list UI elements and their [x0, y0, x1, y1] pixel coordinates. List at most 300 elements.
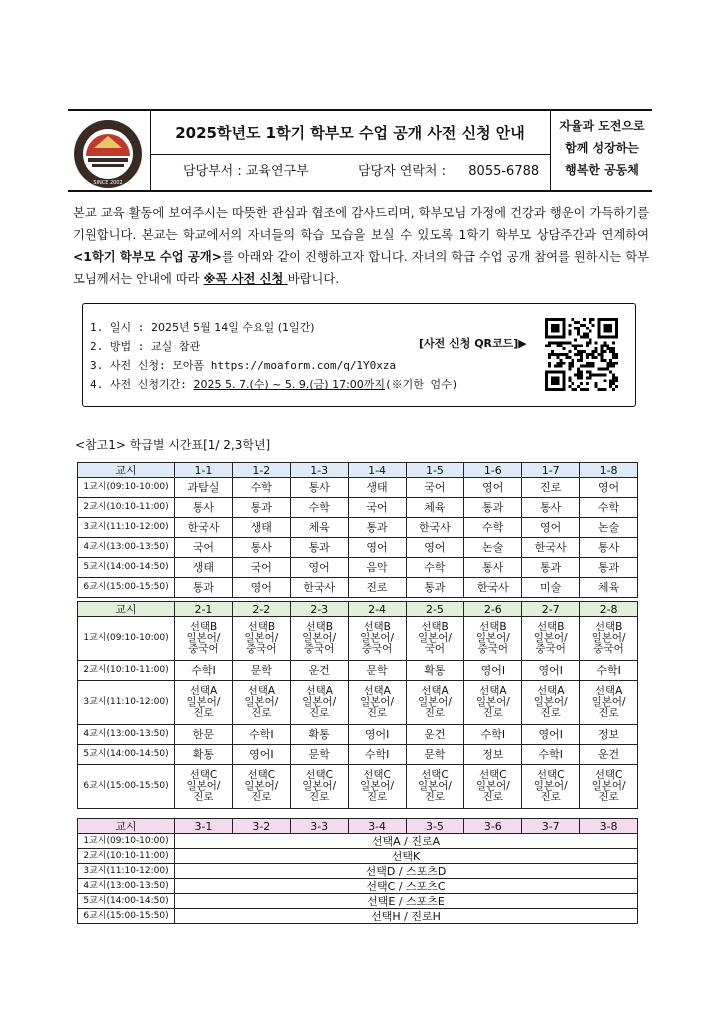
qr-module — [560, 344, 563, 347]
subject-cell: 수학 — [406, 558, 464, 578]
qr-module — [603, 350, 606, 353]
qr-module — [548, 356, 551, 359]
qr-module — [603, 379, 606, 382]
qr-module — [600, 359, 603, 362]
table-header-cell: 2-6 — [464, 602, 522, 617]
subject-cell: 통과 — [464, 498, 522, 518]
subject-cell: 통과 — [290, 538, 348, 558]
qr-module — [551, 324, 560, 333]
qr-module — [592, 362, 595, 365]
qr-module — [589, 338, 592, 341]
qr-module — [612, 347, 615, 350]
qr-module — [589, 376, 592, 379]
subject-cell: 통사 — [580, 538, 638, 558]
qr-module — [612, 353, 615, 356]
qr-module — [560, 353, 563, 356]
table-header-cell: 1-2 — [232, 463, 290, 478]
subject-cell: 통과 — [406, 578, 464, 598]
qr-module — [577, 359, 580, 362]
page-title: 2025학년도 1학기 학부모 수업 공개 사전 신청 안내 — [175, 124, 525, 142]
qr-module — [586, 388, 589, 391]
subject-cell: 운건 — [406, 725, 464, 745]
period-cell: 4교시(13:00-13:50) — [78, 538, 175, 558]
subject-cell: 생태 — [175, 558, 233, 578]
table-header-cell: 교시 — [78, 602, 175, 617]
subject-cell: 국어 — [348, 498, 406, 518]
subject-cell: 수학 — [232, 478, 290, 498]
info-date — [90, 319, 315, 335]
qr-module — [603, 324, 612, 333]
subject-cell: 선택A 일본어/ 진로 — [175, 681, 233, 725]
qr-module — [586, 382, 589, 385]
qr-module — [609, 382, 612, 385]
qr-module — [609, 371, 612, 374]
logo-text: SINCE 2002 — [93, 180, 123, 186]
qr-module — [548, 341, 551, 344]
table-header-cell: 1-1 — [175, 463, 233, 478]
intro-underline: ※꼭 사전 신청 — [203, 272, 288, 286]
qr-module — [583, 350, 586, 353]
qr-module — [568, 368, 571, 371]
subject-cell: 영어 — [522, 518, 580, 538]
subject-cell: 통사 — [232, 538, 290, 558]
subject-cell: 선택A 일본어/ 진로 — [348, 681, 406, 725]
subject-cell: 선택A / 진로A — [175, 834, 638, 849]
qr-module — [595, 385, 598, 388]
subject-cell: 선택B 일본어/ 중국어 — [290, 617, 348, 661]
subject-cell: 수학Ⅰ — [580, 661, 638, 681]
qr-module — [612, 341, 615, 344]
subject-cell: 국어 — [406, 478, 464, 498]
subject-cell: 음악 — [348, 558, 406, 578]
qr-module — [560, 362, 563, 365]
subject-cell: 영어Ⅰ — [522, 725, 580, 745]
qr-module — [568, 362, 571, 365]
subject-cell: 한국사 — [522, 538, 580, 558]
qr-module — [586, 376, 589, 379]
table-header-cell: 3-2 — [232, 819, 290, 834]
table-header-cell: 2-2 — [232, 602, 290, 617]
qr-code[interactable] — [545, 318, 618, 391]
qr-module — [598, 368, 601, 371]
qr-module — [551, 353, 554, 356]
qr-module — [548, 362, 551, 365]
qr-module — [580, 353, 583, 356]
qr-module — [574, 344, 577, 347]
qr-module — [600, 347, 603, 350]
qr-module — [577, 350, 580, 353]
qr-module — [568, 356, 571, 359]
info-period-value: 2025 5. 7.(수) ~ 5. 9.(금) 17:00까지 — [193, 378, 386, 391]
subject-cell: 확통 — [175, 745, 233, 765]
table-header-cell: 1-3 — [290, 463, 348, 478]
qr-module — [603, 359, 606, 362]
subject-cell: 영어 — [348, 538, 406, 558]
qr-module — [609, 379, 612, 382]
info-date-value: 2025년 5월 14일 수요일 (1일간) — [151, 321, 315, 334]
qr-module — [615, 356, 618, 359]
qr-module — [600, 373, 603, 376]
qr-module — [606, 347, 609, 350]
contact-label: 담당자 연락처 : — [358, 164, 446, 179]
qr-module — [580, 336, 583, 339]
qr-module — [565, 353, 568, 356]
subject-cell: 선택A 일본어/ 진로 — [580, 681, 638, 725]
qr-module — [612, 365, 615, 368]
qr-module — [592, 356, 595, 359]
qr-module — [595, 356, 598, 359]
qr-module — [548, 365, 551, 368]
period-cell: 6교시(15:00-15:50) — [78, 909, 175, 924]
qr-module — [568, 341, 571, 344]
qr-module — [589, 318, 592, 321]
subject-cell: 수학Ⅰ — [232, 725, 290, 745]
subject-cell: 통과 — [580, 558, 638, 578]
qr-module — [574, 338, 577, 341]
qr-module — [577, 333, 580, 336]
qr-module — [586, 344, 589, 347]
qr-module — [560, 365, 563, 368]
subject-cell: 한국사 — [464, 578, 522, 598]
period-cell: 3교시(11:10-12:00) — [78, 681, 175, 725]
intro-text: 를 아래와 같이 진행하고자 합니다. 자녀의 학급 수업 공개 참여를 원하시는 학부모님께서는 안내에 따라 — [73, 250, 650, 286]
subject-cell: 통사 — [464, 558, 522, 578]
qr-module — [615, 376, 618, 379]
period-cell: 2교시(10:10-11:00) — [78, 498, 175, 518]
timetable-grade2 — [77, 601, 638, 809]
qr-module — [577, 327, 580, 330]
subject-cell: 선택B 일본어/ 국어 — [406, 617, 464, 661]
intro-text: 바랍니다. — [287, 272, 340, 286]
table-header-cell: 3-5 — [406, 819, 464, 834]
qr-module — [565, 356, 568, 359]
intro-text: 본교 교육 활동에 보여주시는 따뜻한 관심과 협조에 감사드리며, 학부모님 가정에 건강과 행운이 가득하기를 기원합니다. 본교는 학교에서의 자녀들의 학습 모습을 보실 수 있도록 1학기 학부모 상담주간과 연계하여 — [73, 206, 649, 242]
subject-cell: 확통 — [290, 725, 348, 745]
qr-module — [595, 347, 598, 350]
subject-cell: 진로 — [348, 578, 406, 598]
table-row — [78, 681, 638, 725]
qr-module — [612, 382, 615, 385]
table-row — [78, 909, 638, 924]
subject-cell: 선택C 일본어/ 진로 — [464, 765, 522, 809]
table-header-cell: 3-1 — [175, 819, 233, 834]
table-row — [78, 478, 638, 498]
qr-module — [565, 341, 568, 344]
table-header-cell: 2-4 — [348, 602, 406, 617]
table-header-cell: 1-7 — [522, 463, 580, 478]
subject-cell: 과탐실 — [175, 478, 233, 498]
qr-module — [595, 341, 598, 344]
qr-module — [580, 324, 583, 327]
qr-module — [589, 330, 592, 333]
table-row — [78, 558, 638, 578]
qr-module — [577, 373, 580, 376]
subject-cell: 선택C / 스포츠C — [175, 879, 638, 894]
qr-module — [609, 359, 612, 362]
period-cell: 5교시(14:00-14:50) — [78, 558, 175, 578]
qr-module — [571, 362, 574, 365]
period-cell: 6교시(15:00-15:50) — [78, 765, 175, 809]
timetable-grade3 — [77, 818, 638, 924]
qr-module — [568, 379, 571, 382]
qr-module — [554, 341, 557, 344]
subject-cell: 통사 — [290, 478, 348, 498]
subject-cell: 영어 — [464, 478, 522, 498]
qr-module — [545, 344, 548, 347]
qr-module — [583, 333, 586, 336]
subject-cell: 선택A 일본어/ 진로 — [522, 681, 580, 725]
table-header-cell: 3-6 — [464, 819, 522, 834]
qr-module — [574, 327, 577, 330]
qr-module — [563, 353, 566, 356]
period-cell: 3교시(11:10-12:00) — [78, 518, 175, 538]
qr-module — [571, 365, 574, 368]
period-cell: 1교시(09:10-10:00) — [78, 478, 175, 498]
school-logo — [72, 118, 144, 190]
info-apply: 3. 사전 신청: 모아폼 https://moaform.com/q/1Y0xza — [90, 359, 397, 372]
table-row — [78, 864, 638, 879]
subject-cell: 선택A 일본어/ 진로 — [290, 681, 348, 725]
qr-module — [612, 356, 615, 359]
subject-cell: 선택B 일본어/ 중국어 — [348, 617, 406, 661]
subject-cell: 선택C 일본어/ 진로 — [348, 765, 406, 809]
qr-module — [577, 385, 580, 388]
contact — [358, 156, 539, 188]
qr-module — [586, 333, 589, 336]
qr-module — [563, 362, 566, 365]
table-header-cell: 1-5 — [406, 463, 464, 478]
qr-module — [606, 365, 609, 368]
qr-module — [571, 344, 574, 347]
table-row — [78, 725, 638, 745]
qr-module — [577, 330, 580, 333]
subject-cell: 한국사 — [406, 518, 464, 538]
header-top-rule — [68, 109, 652, 111]
subject-cell: 영어 — [406, 538, 464, 558]
period-cell: 1교시(09:10-10:00) — [78, 834, 175, 849]
qr-module — [557, 362, 560, 365]
table-row — [78, 617, 638, 661]
qr-module — [568, 376, 571, 379]
qr-module — [600, 344, 603, 347]
subject-cell: 통과 — [175, 578, 233, 598]
subject-cell: 수학 — [580, 498, 638, 518]
qr-module — [568, 385, 571, 388]
qr-module — [600, 388, 603, 391]
qr-module — [586, 336, 589, 339]
qr-module — [592, 318, 595, 321]
subject-cell: 선택B 일본어/ 중국어 — [175, 617, 233, 661]
subject-cell: 선택D / 스포츠D — [175, 864, 638, 879]
qr-module — [600, 353, 603, 356]
qr-module — [606, 368, 609, 371]
qr-module — [580, 371, 583, 374]
qr-module — [580, 350, 583, 353]
period-cell: 4교시(13:00-13:50) — [78, 725, 175, 745]
qr-module — [554, 353, 557, 356]
qr-module — [612, 376, 615, 379]
qr-module — [548, 353, 551, 356]
table-header-cell: 2-5 — [406, 602, 464, 617]
subject-cell: 논술 — [580, 518, 638, 538]
subject-cell: 국어 — [232, 558, 290, 578]
qr-module — [615, 379, 618, 382]
qr-module — [580, 356, 583, 359]
timetable-grade1 — [77, 462, 638, 598]
subject-cell: 진로 — [522, 478, 580, 498]
period-cell: 4교시(13:00-13:50) — [78, 879, 175, 894]
period-cell: 6교시(15:00-15:50) — [78, 578, 175, 598]
period-cell: 5교시(14:00-14:50) — [78, 745, 175, 765]
qr-module — [586, 341, 589, 344]
subject-cell: 문학 — [348, 661, 406, 681]
period-cell: 1교시(09:10-10:00) — [78, 617, 175, 661]
qr-module — [580, 376, 583, 379]
qr-module — [574, 373, 577, 376]
qr-module — [586, 327, 589, 330]
qr-module — [609, 350, 612, 353]
qr-module — [580, 373, 583, 376]
qr-module — [586, 371, 589, 374]
qr-module — [595, 382, 598, 385]
qr-module — [612, 373, 615, 376]
subject-cell: 영어Ⅰ — [522, 661, 580, 681]
subject-cell: 운건 — [580, 745, 638, 765]
table-header-cell: 1-8 — [580, 463, 638, 478]
header-mid-rule — [150, 154, 550, 155]
subject-cell: 선택B 일본어/ 중국어 — [464, 617, 522, 661]
qr-module — [592, 373, 595, 376]
qr-module — [548, 344, 551, 347]
qr-module — [586, 362, 589, 365]
subject-cell: 한국사 — [175, 518, 233, 538]
table-row — [78, 538, 638, 558]
qr-module — [592, 324, 595, 327]
qr-module — [603, 344, 606, 347]
subject-cell: 수학Ⅰ — [348, 745, 406, 765]
subject-cell: 선택C 일본어/ 진로 — [232, 765, 290, 809]
subject-cell: 체육 — [406, 498, 464, 518]
qr-module — [557, 341, 560, 344]
subject-cell: 통사 — [522, 498, 580, 518]
qr-module — [600, 356, 603, 359]
table-row — [78, 661, 638, 681]
section-label: <참고1> 학급별 시간표[1/ 2,3학년] — [75, 438, 271, 452]
subject-cell: 선택B 일본어/ 중국어 — [580, 617, 638, 661]
subject-cell: 한국사 — [290, 578, 348, 598]
subject-cell: 통사 — [175, 498, 233, 518]
slogan-line: 자율과 도전으로 — [559, 119, 645, 133]
subject-cell: 한문 — [175, 725, 233, 745]
table-row — [78, 498, 638, 518]
qr-module — [551, 341, 554, 344]
qr-module — [589, 362, 592, 365]
qr-module — [595, 373, 598, 376]
table-header-cell: 2-3 — [290, 602, 348, 617]
table-header-cell: 1-6 — [464, 463, 522, 478]
table-row — [78, 894, 638, 909]
qr-module — [586, 365, 589, 368]
subject-cell: 선택B 일본어/ 중국어 — [522, 617, 580, 661]
subject-cell: 선택K — [175, 849, 638, 864]
qr-module — [563, 347, 566, 350]
table-header-cell: 3-3 — [290, 819, 348, 834]
qr-module — [574, 388, 577, 391]
header-bottom-rule — [68, 190, 652, 192]
subject-cell: 선택C 일본어/ 진로 — [580, 765, 638, 809]
period-cell: 5교시(14:00-14:50) — [78, 894, 175, 909]
info-method: 2. 방법 : 교실 참관 — [90, 340, 201, 353]
qr-module — [609, 362, 612, 365]
slogan-line: 함께 성장하는 — [565, 141, 639, 155]
table-row — [78, 879, 638, 894]
qr-module — [583, 324, 586, 327]
qr-module — [615, 353, 618, 356]
qr-module — [583, 336, 586, 339]
qr-module — [568, 330, 571, 333]
qr-module — [568, 333, 571, 336]
period-cell: 3교시(11:10-12:00) — [78, 864, 175, 879]
qr-module — [603, 341, 606, 344]
qr-module — [595, 350, 598, 353]
subject-cell: 선택E / 스포츠E — [175, 894, 638, 909]
intro-bold: <1학기 학부모 수업 공개> — [73, 250, 222, 264]
table-header-cell: 교시 — [78, 819, 175, 834]
qr-module — [571, 359, 574, 362]
subject-cell: 영어Ⅰ — [232, 745, 290, 765]
qr-module — [589, 373, 592, 376]
qr-module — [583, 365, 586, 368]
table-header-cell: 교시 — [78, 463, 175, 478]
qr-module — [577, 371, 580, 374]
qr-module — [577, 376, 580, 379]
subject-cell: 확통 — [406, 661, 464, 681]
qr-module — [615, 362, 618, 365]
table-row — [78, 745, 638, 765]
subject-cell: 운건 — [290, 661, 348, 681]
table-row — [78, 849, 638, 864]
subject-cell: 미술 — [522, 578, 580, 598]
subject-cell: 영어Ⅰ — [464, 661, 522, 681]
subject-cell: 정보 — [580, 725, 638, 745]
period-cell: 2교시(10:10-11:00) — [78, 661, 175, 681]
subject-cell: 수학Ⅰ — [522, 745, 580, 765]
qr-module — [600, 350, 603, 353]
info-label: 1. 일시 : — [90, 321, 151, 334]
department: 담당부서 : 교육연구부 — [183, 164, 309, 179]
qr-module — [557, 344, 560, 347]
qr-module — [580, 365, 583, 368]
subject-cell: 영어 — [580, 478, 638, 498]
qr-module — [609, 365, 612, 368]
subject-cell: 선택B 일본어/ 중국어 — [232, 617, 290, 661]
period-cell: 2교시(10:10-11:00) — [78, 849, 175, 864]
subject-cell: 선택A 일본어/ 진로 — [406, 681, 464, 725]
subject-cell: 체육 — [580, 578, 638, 598]
subject-cell: 생태 — [348, 478, 406, 498]
qr-label: [사전 신청 QR코드]▶ — [419, 337, 527, 350]
subject-cell: 수학Ⅰ — [464, 725, 522, 745]
subject-cell: 국어 — [175, 538, 233, 558]
qr-module — [589, 353, 592, 356]
table-row — [78, 765, 638, 809]
qr-module — [580, 382, 583, 385]
subject-cell: 문학 — [232, 661, 290, 681]
table-row — [78, 578, 638, 598]
qr-module — [586, 356, 589, 359]
intro-paragraph — [73, 202, 649, 290]
qr-module — [580, 344, 583, 347]
